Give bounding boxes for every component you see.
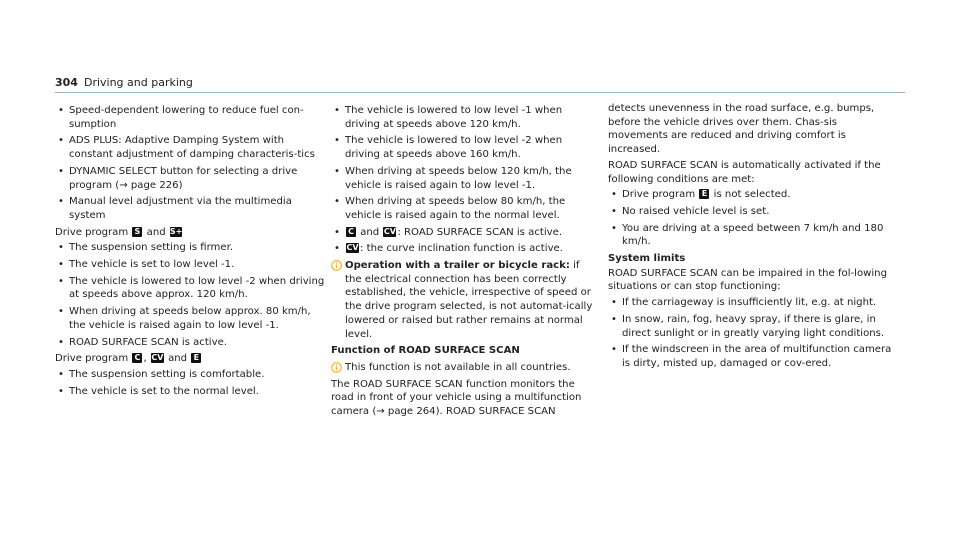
section-title: Driving and parking (83, 76, 193, 89)
drive-program-s-list (55, 241, 325, 349)
comfort-mode-icon: C (132, 353, 142, 363)
paragraph: The ROAD SURFACE SCAN function monitors the road in front of your vehicle using a multifunction camera (→ page 264). ROAD SURFACE SCAN (331, 378, 582, 418)
list-item: • You are driving at a speed between 7 km/h and 180 km/h. (608, 222, 898, 249)
drive-program-c-line: Drive program C , CV and E (55, 352, 325, 366)
paragraph: ROAD SURFACE SCAN can be impaired in the fol-lowing situations or can stop functioning: (608, 267, 887, 293)
list-item: • ADS PLUS: Adaptive Damping System with constant adjustment of damping characteris-tics (55, 134, 325, 161)
list-item: • DYNAMIC SELECT button for selecting a drive program (→ page 226) (55, 165, 325, 192)
paragraph: ROAD SURFACE SCAN is automatically activated if the following conditions are met: (608, 159, 881, 185)
trailer-note: Operation with a trailer or bicycle rack: if the electrical connection has been correctly established, the vehicle, irrespective of speed or the drive program selected, is not automat-ically lowered or raised but rather remains at normal level. (331, 259, 599, 341)
list-item: • In snow, rain, fog, heavy spray, if there is glare, in direct sunlight or in greatly varying light conditions. (608, 313, 898, 340)
list-item: • If the carriageway is insufficiently lit, e.g. at night. (608, 296, 898, 310)
list-item: • CV: the curve inclination function is active. (331, 242, 599, 256)
note-heading: Operation with a trailer or bicycle rack: (345, 260, 570, 272)
sport-mode-icon: S (132, 227, 142, 237)
list-item: • The vehicle is lowered to low level -2 when driving at speeds above approx. 120 km/h. (55, 275, 325, 302)
drive-program-c-list (55, 368, 325, 398)
availability-note: This function is not available in all countries. (331, 361, 599, 375)
lowering-list (331, 104, 599, 256)
list-item: • Manual level adjustment via the multimedia system (55, 195, 325, 222)
page-header (55, 76, 193, 89)
curve-mode-icon: CV (151, 353, 164, 363)
list-item: • When driving at speeds below 120 km/h, the vehicle is raised again to low level -1. (331, 165, 599, 192)
info-icon (331, 362, 342, 373)
list-item: • C and CV: ROAD SURFACE SCAN is active. (331, 226, 599, 240)
feature-list (55, 104, 325, 223)
list-item: • The suspension setting is firmer. (55, 241, 325, 255)
section-heading: Function of ROAD SURFACE SCAN (331, 345, 520, 357)
column-2 (331, 102, 599, 419)
list-item: • The vehicle is set to low level -1. (55, 258, 325, 272)
column-1 (55, 102, 325, 401)
list-item: • The vehicle is set to the normal level. (55, 385, 325, 399)
paragraph: detects unevenness in the road surface, e.g. bumps, before the vehicle drives over them. Chas-sis movements are reduced and driving comfort is increased. (608, 103, 875, 156)
column-3 (608, 102, 898, 374)
list-item: • The suspension setting is comfortable. (55, 368, 325, 382)
list-item: • When driving at speeds below 80 km/h, the vehicle is raised again to the normal level. (331, 195, 599, 222)
drive-program-s-line: Drive program S and S+ (55, 226, 183, 238)
limits-list (608, 296, 898, 371)
conditions-list (608, 188, 898, 249)
curve-mode-icon: CV (383, 226, 396, 236)
section-heading: System limits (608, 253, 686, 265)
eco-mode-icon: E (699, 189, 709, 199)
sport-plus-mode-icon: S+ (169, 226, 183, 236)
list-item: • If the windscreen in the area of multifunction camera is dirty, misted up, damaged or cov-ered. (608, 343, 898, 370)
eco-mode-icon: E (191, 353, 201, 363)
list-item: • Speed-dependent lowering to reduce fuel con-sumption (55, 104, 325, 131)
list-item: • ROAD SURFACE SCAN is active. (55, 336, 325, 350)
list-item: • No raised vehicle level is set. (608, 205, 898, 219)
page-number: 304 (55, 76, 78, 89)
comfort-mode-icon: C (346, 227, 356, 237)
list-item: • When driving at speeds below approx. 80 km/h, the vehicle is raised again to low level -1. (55, 305, 325, 332)
list-item: • The vehicle is lowered to low level -1 when driving at speeds above 120 km/h. (331, 104, 599, 131)
list-item: • Drive program E is not selected. (608, 188, 898, 202)
header-divider (55, 92, 905, 93)
list-item: • The vehicle is lowered to low level -2 when driving at speeds above 160 km/h. (331, 134, 599, 161)
info-icon (331, 260, 342, 271)
curve-mode-icon: CV (346, 243, 359, 253)
